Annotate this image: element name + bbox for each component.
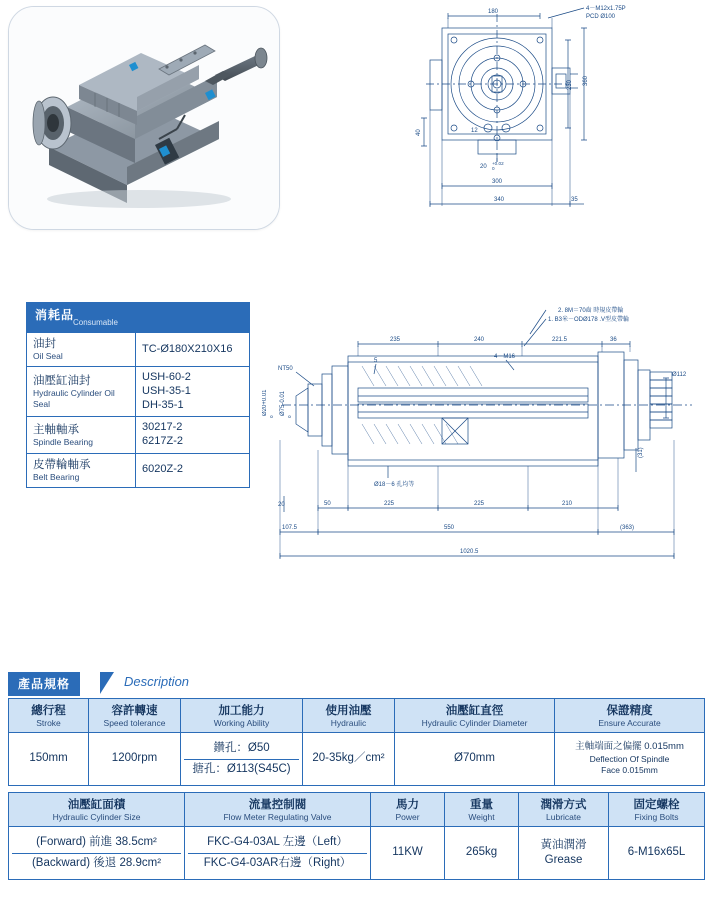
th-cylinder-size: 油壓缸面積 Hydraulic Cylinder Size (9, 793, 185, 827)
svg-text:1. B3米－ODØ178 .V型皮帶輪: 1. B3米－ODØ178 .V型皮帶輪 (548, 317, 630, 323)
th-lubricate: 潤滑方式 Lubricate (519, 793, 609, 827)
td-working-ability (181, 733, 303, 786)
td-lubricate: 黃油潤滑 Grease (519, 827, 609, 880)
svg-text:0: 0 (269, 415, 274, 418)
svg-text:0: 0 (492, 166, 495, 171)
svg-text:(363): (363) (620, 525, 635, 531)
table-header-row (9, 793, 705, 827)
svg-text:550: 550 (444, 525, 455, 531)
section-view-drawing (262, 300, 708, 600)
td-power: 11KW (371, 827, 445, 880)
spec-table-1 (8, 698, 705, 786)
consumable-row-value: TC-Ø180X210X16 (136, 333, 250, 367)
spec-tag-zh: 產品規格 (8, 672, 80, 696)
table-header-row (9, 699, 705, 733)
svg-text:225: 225 (474, 501, 485, 507)
svg-text:2. 8M＝70齒 時規皮帶輪: 2. 8M＝70齒 時規皮帶輪 (558, 308, 624, 314)
spindle-unit-illustration (9, 7, 279, 229)
td-flow-valve (185, 827, 371, 880)
svg-text:180: 180 (488, 9, 499, 15)
svg-text:40: 40 (416, 129, 422, 136)
product-photo (9, 7, 279, 229)
label-zh: 油壓缸油封 (33, 374, 91, 387)
td-speed: 1200rpm (89, 733, 181, 786)
svg-text:(31): (31) (638, 447, 644, 458)
spec-tag-arrow (100, 672, 114, 694)
specification-title (8, 672, 704, 694)
label-en: Belt Bearing (33, 472, 80, 483)
table-row (9, 827, 705, 880)
valve-right: FKC-G4-03AR右邊（Right） (188, 853, 367, 874)
svg-text:NT50: NT50 (278, 366, 293, 372)
consumable-title-en: Consumable (73, 318, 118, 327)
svg-text:230: 230 (567, 79, 573, 90)
work-drill: 鑽孔：Ø50 (213, 742, 270, 754)
consumable-row-value: 30217-2 6217Z-2 (136, 417, 250, 454)
th-flow-valve: 流量控制閥 Flow Meter Regulating Valve (185, 793, 371, 827)
svg-text:35: 35 (571, 197, 578, 203)
consumable-row-label (27, 333, 136, 367)
consumable-row-value: USH-60-2 USH-35-1 DH-35-1 (136, 367, 250, 417)
product-photo-panel (8, 6, 280, 230)
th-hydraulic: 使用油壓 Hydraulic (303, 699, 395, 733)
svg-text:360: 360 (583, 75, 589, 86)
front-view-drawing (408, 0, 708, 232)
svg-text:+0.02: +0.02 (492, 161, 504, 166)
td-cylinder-diameter: Ø70mm (395, 733, 555, 786)
spec-table-2 (8, 792, 705, 880)
svg-text:235: 235 (390, 337, 401, 343)
th-speed-tolerance: 容許轉速 Speed tolerance (89, 699, 181, 733)
th-ensure-accurate: 保證精度 Ensure Accurate (555, 699, 705, 733)
label-zh: 皮帶輪軸承 (33, 458, 91, 471)
svg-text:107.5: 107.5 (282, 525, 298, 531)
area-forward: (Forward) 前進 38.5cm² (36, 836, 157, 849)
table-row (27, 367, 250, 417)
label-en: Oil Seal (33, 351, 63, 362)
table-row (27, 333, 250, 367)
consumable-row-label (27, 417, 136, 454)
td-stroke: 150mm (9, 733, 89, 786)
svg-text:5: 5 (374, 358, 378, 364)
svg-text:Ø112: Ø112 (672, 372, 687, 378)
td-hydraulic: 20-35kg／cm² (303, 733, 395, 786)
svg-text:20: 20 (480, 164, 487, 170)
td-cylinder-size (9, 827, 185, 880)
label-en: Hydraulic Cylinder Oil Seal (33, 388, 115, 409)
th-power: 馬力 Power (371, 793, 445, 827)
label-zh: 主軸軸承 (33, 423, 79, 436)
valve-left: FKC-G4-03AL 左邊（Left） (207, 836, 348, 849)
label-en: Spindle Bearing (33, 436, 94, 447)
consumable-section (26, 302, 250, 488)
table-row (9, 733, 705, 786)
svg-text:221.5: 221.5 (552, 337, 568, 343)
svg-text:Ø18－6 孔均等: Ø18－6 孔均等 (374, 482, 415, 488)
svg-text:50: 50 (324, 501, 331, 507)
svg-text:210: 210 (562, 501, 573, 507)
svg-text:20: 20 (278, 502, 285, 508)
work-bore: 搪孔：Ø113(S45C) (184, 759, 299, 780)
td-weight: 265kg (445, 827, 519, 880)
area-backward: (Backward) 後退 28.9cm² (12, 853, 181, 874)
td-fixing-bolts: 6-M16x65L (609, 827, 705, 880)
table-row (27, 417, 250, 454)
consumable-row-value: 6020Z-2 (136, 453, 250, 487)
table-row (27, 453, 250, 487)
spec-tag-en: Description (124, 674, 190, 689)
consumable-table (26, 332, 250, 488)
th-stroke: 總行程 Stroke (9, 699, 89, 733)
svg-text:340: 340 (494, 197, 505, 203)
svg-text:4－M16: 4－M16 (494, 354, 516, 360)
svg-text:225: 225 (384, 501, 395, 507)
th-working-ability: 加工能力 Working Ability (181, 699, 303, 733)
svg-text:PCD Ø100: PCD Ø100 (586, 14, 616, 20)
svg-text:Ø75-0.01: Ø75-0.01 (280, 390, 286, 416)
svg-text:1020.5: 1020.5 (460, 549, 479, 555)
svg-text:Ø20+0.01: Ø20+0.01 (262, 389, 268, 416)
td-ensure-accurate: 主軸端面之偏擺 0.015mm Deflection Of Spindle Face 0.015mm (555, 733, 705, 786)
th-fixing-bolts: 固定螺栓 Fixing Bolts (609, 793, 705, 827)
th-cylinder-diameter: 油壓缸直徑 Hydraulic Cylinder Diameter (395, 699, 555, 733)
consumable-header (26, 302, 250, 332)
svg-text:300: 300 (492, 179, 503, 185)
consumable-title-zh: 消耗品 (35, 308, 75, 322)
svg-text:12: 12 (471, 128, 478, 134)
svg-text:240: 240 (474, 337, 485, 343)
svg-text:0: 0 (287, 415, 292, 418)
specification-section (8, 672, 704, 880)
consumable-row-label (27, 453, 136, 487)
svg-text:36: 36 (610, 337, 617, 343)
label-zh: 油封 (33, 338, 56, 350)
consumable-row-label (27, 367, 136, 417)
svg-text:4－M12x1.75P: 4－M12x1.75P (586, 6, 626, 12)
th-weight: 重量 Weight (445, 793, 519, 827)
